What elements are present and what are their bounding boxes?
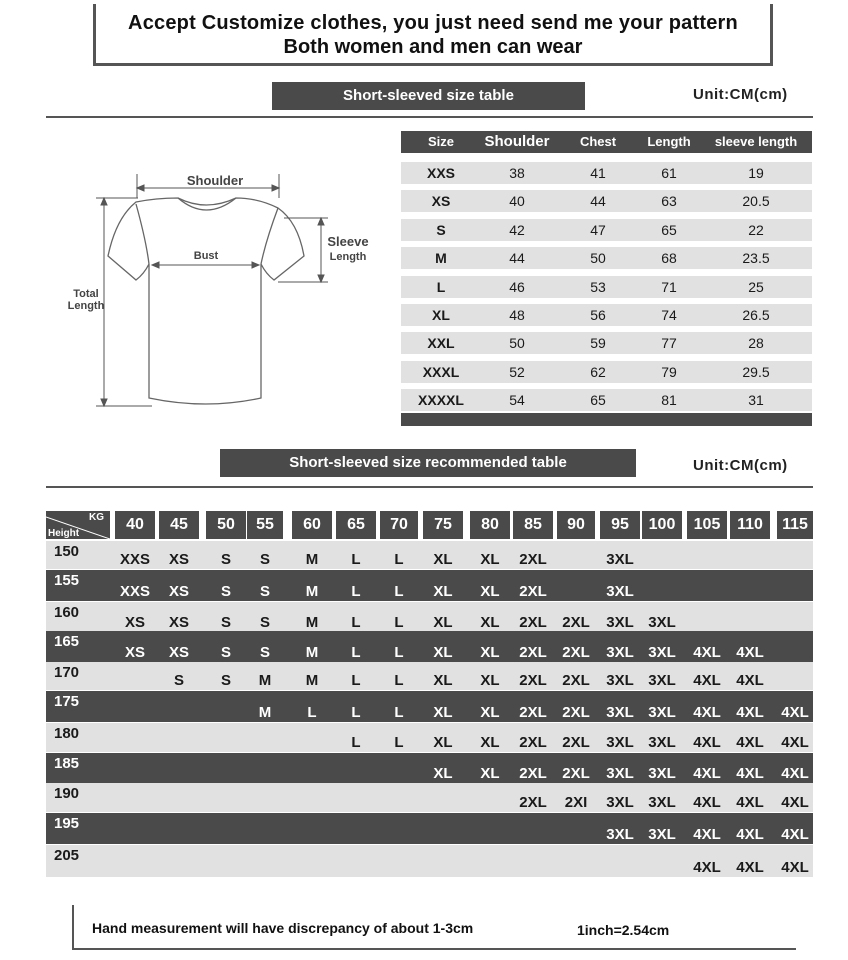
size-cell: M	[435, 250, 447, 267]
recommended-size-cell: XXS	[119, 551, 150, 568]
weight-header-cell: 60	[292, 511, 332, 539]
measure-cell: 77	[661, 335, 677, 352]
recommended-size-cell: XS	[168, 551, 189, 568]
weight-header-cell: 85	[513, 511, 553, 539]
recommended-size-cell: 4XL	[736, 826, 764, 843]
sleeve-length-label: Length	[329, 251, 367, 263]
size-table-unit: Unit:CM(cm)	[693, 86, 788, 103]
recommended-size-cell: 4XL	[693, 859, 721, 876]
height-cell: 155	[54, 572, 80, 589]
recommended-size-cell: 4XL	[736, 644, 764, 661]
recommended-size-cell: S	[220, 672, 231, 689]
recommended-size-cell: 2XL	[519, 765, 547, 782]
recommended-row	[46, 691, 813, 722]
recommended-size-cell: 3XL	[606, 614, 634, 631]
height-cell: 170	[54, 664, 80, 681]
recommended-size-cell: 4XL	[693, 794, 721, 811]
measure-cell: 19	[748, 165, 764, 181]
recommended-size-cell: 4XL	[736, 765, 764, 782]
weight-header-cell: 80	[470, 511, 510, 539]
recommended-size-cell: XL	[433, 704, 453, 721]
recommended-size-cell: 3XL	[606, 826, 634, 843]
measure-cell: 20.5	[742, 193, 770, 210]
recommended-row	[46, 753, 813, 783]
recommended-size-cell: S	[220, 551, 231, 568]
recommended-size-cell: XL	[433, 765, 453, 782]
recommended-size-cell: 2XI	[564, 794, 588, 811]
recommended-size-cell: 2XL	[562, 614, 590, 631]
recommended-size-cell: XL	[433, 734, 453, 751]
recommended-size-cell: XXS	[119, 583, 150, 600]
measure-cell: 46	[509, 278, 525, 295]
recommended-size-cell: S	[220, 583, 231, 600]
weight-header-cell: 115	[777, 511, 813, 539]
measure-cell: 44	[509, 250, 525, 267]
recommended-size-cell: 4XL	[693, 765, 721, 782]
recommended-table-unit: Unit:CM(cm)	[693, 457, 788, 474]
divider-top	[46, 116, 813, 118]
recommended-size-cell: 3XL	[648, 765, 676, 782]
recommended-size-cell: L	[394, 644, 404, 661]
recommended-size-cell: XL	[480, 672, 500, 689]
recommended-size-cell: 2XL	[562, 765, 590, 782]
measure-cell: 61	[661, 165, 677, 181]
measure-cell: 42	[509, 221, 525, 238]
recommended-size-cell: 2XL	[519, 614, 547, 631]
recommended-size-cell: L	[351, 672, 361, 689]
recommended-row	[46, 631, 813, 662]
recommended-size-cell: XL	[480, 551, 500, 568]
recommended-size-cell: L	[394, 551, 404, 568]
size-cell: XXXL	[422, 363, 460, 380]
recommended-row	[46, 662, 813, 690]
recommended-size-cell: 3XL	[606, 765, 634, 782]
size-row	[401, 389, 812, 411]
recommended-row	[46, 541, 813, 569]
recommended-size-cell: XL	[480, 765, 500, 782]
recommended-size-cell: 3XL	[648, 672, 676, 689]
recommended-size-cell: L	[351, 551, 361, 568]
recommended-size-cell: 4XL	[736, 859, 764, 876]
recommended-size-cell: 2XL	[519, 794, 547, 811]
recommended-size-cell: S	[220, 614, 231, 631]
recommended-size-cell: 4XL	[781, 826, 809, 843]
weight-header-cell: 45	[159, 511, 199, 539]
height-cell: 150	[54, 543, 80, 560]
recommended-row	[46, 723, 813, 752]
recommended-size-cell: 3XL	[648, 704, 676, 721]
weight-header-cell: 65	[336, 511, 376, 539]
corner-kg-label: KG	[89, 512, 104, 523]
recommended-size-cell: 3XL	[606, 644, 634, 661]
recommended-size-cell: 3XL	[648, 734, 676, 751]
recommended-size-cell: 3XL	[648, 794, 676, 811]
size-row	[401, 276, 812, 298]
size-row	[401, 190, 812, 212]
recommended-size-cell: S	[173, 672, 184, 689]
recommended-size-cell: 4XL	[781, 794, 809, 811]
recommended-size-cell: 4XL	[781, 859, 809, 876]
weight-header-cell: 95	[600, 511, 640, 539]
size-row	[401, 304, 812, 326]
col-chest: Chest	[579, 134, 617, 149]
measure-cell: 68	[661, 250, 677, 267]
height-cell: 205	[54, 847, 80, 864]
height-cell: 190	[54, 785, 80, 802]
weight-header-cell: 55	[247, 511, 283, 539]
header-line-2: Both women and men can wear	[283, 36, 583, 58]
recommended-size-cell: L	[351, 583, 361, 600]
footer-note: Hand measurement will have discrepancy of about 1-3cm	[92, 920, 474, 936]
measure-cell: 65	[661, 221, 677, 238]
measure-cell: 59	[590, 335, 606, 352]
size-table-header	[401, 131, 812, 153]
size-table-footer-bar	[401, 413, 812, 426]
corner-height-label: Height	[48, 528, 80, 539]
recommended-size-cell: S	[259, 614, 270, 631]
recommended-size-cell: 3XL	[606, 672, 634, 689]
recommended-size-cell: 4XL	[781, 704, 809, 721]
weight-header-cell: 75	[423, 511, 463, 539]
height-cell: 180	[54, 725, 80, 742]
recommended-size-cell: 4XL	[736, 704, 764, 721]
sleeve-label: Sleeve	[327, 234, 369, 249]
recommended-size-cell: L	[394, 704, 404, 721]
size-cell: L	[436, 278, 446, 295]
measure-cell: 25	[748, 278, 764, 295]
recommended-size-cell: XL	[480, 583, 500, 600]
weight-header-cell: 50	[206, 511, 246, 539]
recommended-size-cell: XS	[168, 614, 189, 631]
recommended-size-cell: S	[220, 644, 231, 661]
total-length-label: Length	[67, 300, 105, 312]
recommended-size-cell: L	[351, 734, 361, 751]
recommended-size-cell: 4XL	[693, 704, 721, 721]
weight-header-cell: 100	[642, 511, 682, 539]
recommended-size-cell: XL	[433, 583, 453, 600]
recommended-size-cell: 4XL	[693, 734, 721, 751]
recommended-size-cell: 2XL	[519, 644, 547, 661]
recommended-size-cell: M	[305, 551, 319, 568]
measure-cell: 44	[590, 193, 606, 210]
measure-cell: 74	[661, 307, 677, 323]
size-cell: XXS	[426, 165, 455, 181]
recommended-size-cell: M	[305, 583, 319, 600]
recommended-size-cell: 3XL	[606, 734, 634, 751]
recommended-size-cell: XL	[480, 704, 500, 721]
height-cell: 175	[54, 693, 80, 710]
divider-middle	[46, 486, 813, 488]
recommended-size-cell: L	[351, 704, 361, 721]
recommended-size-cell: 4XL	[693, 826, 721, 843]
recommended-row	[46, 845, 813, 877]
recommended-size-cell: L	[394, 614, 404, 631]
weight-header-cell: 90	[557, 511, 595, 539]
recommended-size-cell: L	[394, 672, 404, 689]
shoulder-label: Shoulder	[186, 173, 244, 188]
measure-cell: 47	[590, 221, 606, 238]
measure-cell: 40	[509, 193, 525, 210]
recommended-size-cell: 2XL	[519, 672, 547, 689]
col-sleeve-length: sleeve length	[714, 134, 798, 149]
recommended-size-cell: 3XL	[606, 704, 634, 721]
recommended-size-cell: 4XL	[736, 734, 764, 751]
measure-cell: 38	[509, 165, 525, 181]
recommended-size-cell: L	[394, 734, 404, 751]
recommended-size-cell: M	[258, 672, 272, 689]
measure-cell: 56	[590, 307, 606, 323]
measure-cell: 62	[590, 363, 606, 380]
measure-cell: 41	[590, 165, 606, 181]
weight-header-cell: 105	[687, 511, 727, 539]
size-table-banner: Short-sleeved size table	[272, 82, 585, 110]
recommended-size-cell: L	[351, 614, 361, 631]
recommended-size-cell: 4XL	[736, 672, 764, 689]
recommended-size-cell: 3XL	[606, 794, 634, 811]
recommended-size-cell: 3XL	[606, 551, 634, 568]
recommended-size-cell: 2XL	[562, 644, 590, 661]
recommended-size-cell: 3XL	[606, 583, 634, 600]
recommended-size-cell: 2XL	[519, 734, 547, 751]
measure-cell: 48	[509, 307, 525, 323]
recommended-size-cell: 3XL	[648, 644, 676, 661]
col-length: Length	[647, 134, 691, 149]
measure-cell: 81	[661, 392, 677, 409]
recommended-size-cell: S	[259, 583, 270, 600]
recommended-size-cell: 2XL	[562, 734, 590, 751]
size-cell: XS	[431, 193, 451, 210]
recommended-size-cell: 4XL	[781, 734, 809, 751]
total-label: Total	[73, 288, 99, 300]
weight-header-cell: 70	[380, 511, 418, 539]
recommended-size-cell: S	[259, 644, 270, 661]
recommended-size-cell: XL	[433, 551, 453, 568]
footer-conversion: 1inch=2.54cm	[577, 922, 670, 938]
recommended-size-cell: XL	[433, 644, 453, 661]
recommended-size-cell: 3XL	[648, 614, 676, 631]
recommended-size-cell: XS	[168, 583, 189, 600]
height-cell: 165	[54, 633, 80, 650]
height-cell: 195	[54, 815, 80, 832]
recommended-size-cell: M	[305, 614, 319, 631]
measure-cell: 53	[590, 278, 606, 295]
measure-cell: 71	[661, 278, 677, 295]
header-bracket	[93, 4, 773, 66]
recommended-size-cell: 2XL	[562, 672, 590, 689]
size-row	[401, 361, 812, 383]
recommended-table-banner: Short-sleeved size recommended table	[220, 449, 636, 477]
col-shoulder: Shoulder	[484, 133, 550, 150]
recommended-size-cell: 3XL	[648, 826, 676, 843]
size-row	[401, 332, 812, 354]
recommended-row	[46, 570, 813, 601]
weight-header-cell: 40	[115, 511, 155, 539]
col-size: Size	[427, 134, 454, 149]
size-row	[401, 219, 812, 241]
measure-cell: 63	[661, 193, 677, 210]
bust-label: Bust	[193, 250, 219, 262]
recommended-size-cell: XL	[480, 734, 500, 751]
size-cell: XXXXL	[418, 392, 464, 409]
recommended-row	[46, 783, 813, 812]
recommended-size-cell: 4XL	[736, 794, 764, 811]
recommended-size-cell: 2XL	[562, 704, 590, 721]
recommended-size-cell: XL	[480, 644, 500, 661]
size-cell: XXL	[427, 335, 455, 352]
recommended-row	[46, 602, 813, 632]
recommended-size-cell: L	[351, 644, 361, 661]
recommended-size-cell: 2XL	[519, 583, 547, 600]
size-cell: XL	[432, 307, 450, 323]
recommended-size-cell: XL	[480, 614, 500, 631]
size-row	[401, 247, 812, 269]
height-cell: 160	[54, 604, 80, 621]
weight-header-cell: 110	[730, 511, 770, 539]
recommended-size-cell: XL	[433, 614, 453, 631]
recommended-size-cell: M	[305, 672, 319, 689]
recommended-size-cell: S	[259, 551, 270, 568]
header-line-1: Accept Customize clothes, you just need send me your pattern	[128, 12, 738, 34]
recommended-size-cell: L	[394, 583, 404, 600]
recommended-size-cell: 2XL	[519, 551, 547, 568]
recommended-size-cell: XL	[433, 672, 453, 689]
recommended-size-cell: L	[307, 704, 317, 721]
measure-cell: 23.5	[742, 250, 770, 267]
measure-cell: 52	[509, 363, 525, 380]
recommended-size-cell: M	[258, 704, 272, 721]
height-cell: 185	[54, 755, 80, 772]
measure-cell: 50	[590, 250, 606, 267]
measure-cell: 79	[661, 363, 677, 380]
measure-cell: 31	[748, 392, 764, 409]
recommended-size-cell: XS	[124, 614, 145, 631]
recommended-size-cell: 4XL	[781, 765, 809, 782]
recommended-size-cell: M	[305, 644, 319, 661]
recommended-size-cell: 4XL	[693, 644, 721, 661]
measure-cell: 50	[509, 335, 525, 352]
recommended-row	[46, 813, 813, 844]
corner-cell	[46, 511, 110, 539]
size-cell: S	[436, 221, 446, 238]
recommended-size-cell: XS	[168, 644, 189, 661]
measure-cell: 28	[748, 335, 764, 352]
measure-cell: 54	[509, 392, 525, 409]
measure-cell: 65	[590, 392, 606, 409]
size-row	[401, 162, 812, 184]
recommended-size-cell: 4XL	[693, 672, 721, 689]
measure-cell: 26.5	[742, 307, 770, 323]
measure-cell: 29.5	[742, 363, 770, 380]
recommended-size-cell: XS	[124, 644, 145, 661]
measure-cell: 22	[748, 221, 764, 238]
recommended-size-cell: 2XL	[519, 704, 547, 721]
